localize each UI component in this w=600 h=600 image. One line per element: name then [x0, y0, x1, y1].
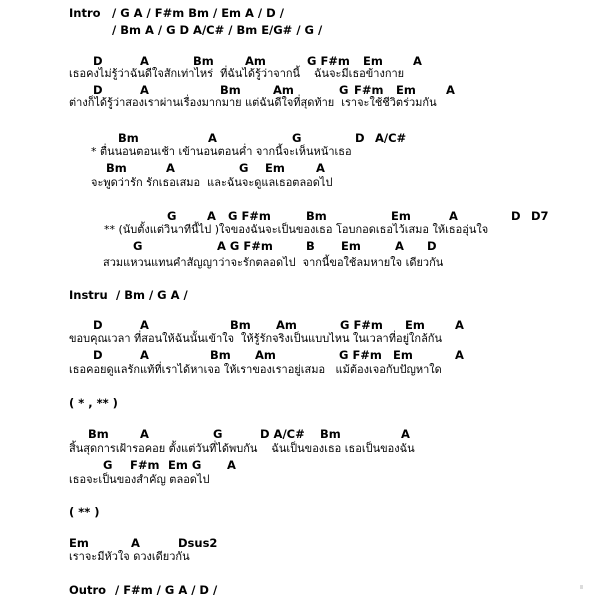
chord: D [93, 83, 103, 97]
chord: F#m [130, 458, 160, 472]
intro-label: Intro [69, 6, 101, 20]
chord: D [93, 318, 103, 332]
chord: Bm [220, 83, 241, 97]
chord: D7 [531, 209, 549, 223]
chorus2-lyric-2: สวมแหวนแทนคำสัญญาว่าจะรักตลอดไป จากนี้ขอใช้ลมหายใจ เดียวกัน [103, 256, 444, 269]
chord: G [339, 83, 349, 97]
chord: A [455, 318, 464, 332]
chorus1-lyric-2: จะพูดว่ารัก รักเธอเสมอ และฉันจะดูแลเธอตลอดไป [91, 176, 333, 189]
chord: B [306, 239, 315, 253]
verse1-lyric-1: เธอคงไม่รู้ว่าฉันดีใจสักเท่าไหร่ ที่ฉันได้รู้ว่าจากนี้ ฉันจะมีเธอข้างกาย [69, 67, 405, 80]
chord: Am [245, 54, 266, 68]
chord: A [140, 348, 149, 362]
chord: A [446, 83, 455, 97]
chord: Bm [210, 348, 231, 362]
chord: A [413, 54, 422, 68]
chord: A/C# [375, 131, 407, 145]
chord: Em [69, 536, 89, 550]
chord: D [511, 209, 521, 223]
verse2-lyric-1: ขอบคุณเวลา ที่สอนให้ฉันนั้นเข้าใจ ให้รู้รักจริงเป็นแบบไหน ในเวลาที่อยู่ใกล้กัน [69, 332, 442, 345]
chord: Em [393, 348, 413, 362]
chord: Em [341, 239, 361, 253]
chord: Em [405, 318, 425, 332]
instru-chords: / Bm / G A / [116, 288, 188, 302]
chord: A [131, 536, 140, 550]
verse1-lyric-2: ต่างก็ได้รู้ว่าสองเราผ่านเรื่องมากมาย แต่ฉันดีใจที่สุดท้าย เราจะใช้ชีวิตร่วมกัน [69, 96, 437, 109]
repeat-marker-1: ( * , ** ) [69, 396, 118, 410]
chord: Bm [106, 161, 127, 175]
chord: G [103, 458, 113, 472]
intro-chords-line2: / Bm A / G D A/C# / Bm E/G# / G / [112, 23, 323, 37]
bridge-lyric-2: เธอจะเป็นของสำคัญ ตลอดไป [69, 473, 210, 486]
outro-chords: / F#m / G A / D / [115, 583, 218, 597]
chord: G [133, 239, 143, 253]
chorus1-lyric-1: * ตื่นนอนตอนเช้า เข้านอนตอนค่ำ จากนี้จะเห็นหน้าเธอ [91, 145, 352, 158]
chord: Bm [88, 427, 109, 441]
chord: A [395, 239, 404, 253]
chord: F#m [354, 83, 384, 97]
chord: A [140, 83, 149, 97]
chord: A [227, 458, 236, 472]
chord: Am [273, 83, 294, 97]
chord: Em [265, 161, 285, 175]
chord: Dsus2 [178, 536, 218, 550]
chord: A [166, 161, 175, 175]
chord: A [208, 131, 217, 145]
chord: G F#m [339, 348, 382, 362]
chord: Em G [168, 458, 202, 472]
scan-artifact [580, 585, 583, 589]
bridge-lyric-1: สิ้นสุดการเฝ้ารอคอย ตั้งแต่วันที่ได้พบกัน ฉันเป็นของเธอ เธอเป็นของฉัน [69, 442, 415, 455]
chord: D [355, 131, 365, 145]
chord: Bm [118, 131, 139, 145]
chord: G F#m [340, 318, 383, 332]
chord: Em [391, 209, 411, 223]
chord: D A/C# [260, 427, 305, 441]
chord: A [140, 54, 149, 68]
chord: Am [276, 318, 297, 332]
chord: Bm [230, 318, 251, 332]
chord: G [239, 161, 249, 175]
chord: A [449, 209, 458, 223]
chord: A [401, 427, 410, 441]
chord: Bm [306, 209, 327, 223]
repeat-marker-2: ( ** ) [69, 505, 100, 519]
chord: Em [363, 54, 383, 68]
instru-label: Instru [69, 288, 108, 302]
chord: A [140, 427, 149, 441]
chord: D [427, 239, 437, 253]
chord: Bm [320, 427, 341, 441]
verse2-lyric-2: เธอคอยดูแลรักแท้ที่เราได้หาเจอ ให้เราของเราอยู่เสมอ แม้ต้องเจอกับปัญหาใด [69, 363, 442, 376]
chord: A [207, 209, 216, 223]
ending-lyric: เราจะมีหัวใจ ดวงเดียวกัน [69, 550, 190, 563]
chord: G F#m [228, 209, 271, 223]
chord: D [93, 54, 103, 68]
chord: Em [396, 83, 416, 97]
chord: A [316, 161, 325, 175]
chord: Bm [193, 54, 214, 68]
outro-label: Outro [69, 583, 107, 597]
chord: A [140, 318, 149, 332]
chord: D [93, 348, 103, 362]
chord: Am [255, 348, 276, 362]
chord: G [292, 131, 302, 145]
chord: G F#m [307, 54, 350, 68]
chord: G [213, 427, 223, 441]
chord: G [167, 209, 177, 223]
intro-chords-line1: / G A / F#m Bm / Em A / D / [112, 6, 284, 20]
chorus2-lyric-1: ** (นับตั้งแต่วินาทีนี้ไป )ใจของฉันจะเป็นของเธอ โอบกอดเธอไว้เสมอ ให้เธออุ่นใจ [104, 223, 489, 236]
chord: A [455, 348, 464, 362]
chord: A G F#m [217, 239, 273, 253]
